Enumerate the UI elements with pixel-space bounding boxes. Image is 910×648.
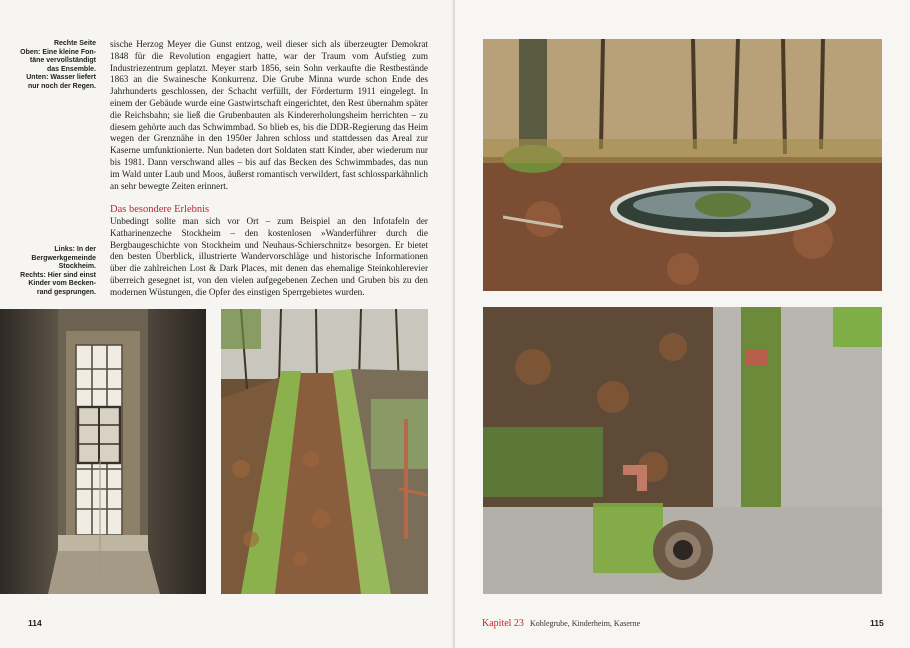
footer-title: Kohlegrube, Kinderheim, Kaserne: [529, 619, 641, 628]
caption-line: Stockheim.: [58, 263, 96, 271]
running-footer: [482, 618, 640, 629]
section-subheading: Das besondere Erlebnis: [110, 204, 210, 215]
caption-line: Rechts: Hier sind einst: [20, 271, 96, 279]
paragraph: sische Herzog Meyer die Gunst entzog, weil dieser sich als überzeugter Demokrat 1848 für die Revolution engagiert hatte, war der Traum vom Aufstieg zum Industriezentrum geplatzt. Meyer starb 1856, sein Sohn verkaufte die Restbestände 1863 an die Swainesche Konkurrenz. Die Grube Minna wurde schon Ende des Jahrhunderts geschlossen, der Schacht verfüllt, der Förderturm 1911 eingelegt. In einem der Gebäude wurde eine Gastwirtschaft eingerichtet, den Rest übernahm später die Reichsbahn; sie ließ die Grubenbauten als Kindererholungsheim herrichten – zu diesem gehörte auch das Schwimmbad. So blieb es, bis die DDR-Regierung das Heim wegen der Grenznähe in den 1950er Jahren schloss und stattdessen das Areal zur Kaserne umfunktionierte. Nun badeten dort Soldaten statt Kinder, aber wiederum nur bis 1981. Dann verschwand alles – bis auf das Becken des Schwimmbades, das nun im Wald unter Laub und Moos, äußerst romantisch verwildert, fast schlossparkähnlich an sehr bewegte Zeiten erinnert.: [110, 39, 428, 191]
caption-line: das Ensemble.: [46, 65, 96, 73]
caption-top: [8, 40, 96, 92]
photo-fountain-forest: [483, 39, 882, 291]
caption-line: rand gesprungen.: [36, 288, 96, 296]
body-paragraph-2: [110, 216, 428, 299]
caption-line: Kinder vom Becken-: [28, 280, 96, 288]
caption-line: täne vervollständigt: [29, 57, 96, 65]
paragraph: Unbedingt sollte man sich vor Ort – zum Beispiel an den Infotafeln der Katharinenzeche Stockheim – den kostenlosen »Wanderführer durch die Bergbaugeschichte von Stockheim und Neuhaus-Schierschnitz« besorgen. Er bietet den besten Überblick, illustrierte Wandervorschläge und historische Informationen über die zahlreichen Lost & Dark Places, mit denen das ehemalige Steinkohlerevier überreich gesegnet ist, von den vielen aufgegebenen Zechen und Gruben bis zu den modernen Wüstungen, die Opfer des einstigen Sperrgebietes wurden.: [110, 216, 428, 297]
photo-window: [0, 309, 206, 594]
caption-heading: Rechte Seite: [53, 40, 96, 47]
right-page: [455, 0, 910, 648]
photo-pool-pipes: [483, 307, 882, 594]
footer-chapter: Kapitel 23: [482, 618, 524, 629]
caption-line: Oben: Eine kleine Fon-: [20, 48, 96, 56]
caption-line: nur noch der Regen.: [27, 82, 96, 90]
page-number-left: 114: [28, 618, 42, 628]
caption-line: Unten: Wasser liefert: [26, 74, 96, 82]
body-paragraph-1: [110, 39, 428, 192]
caption-line: Bergwerkgemeinde: [31, 254, 96, 262]
caption-line: Links: In der: [54, 246, 96, 253]
caption-bottom: [8, 246, 96, 298]
photo-pool-leaves: [221, 309, 428, 594]
page-number-right: 115: [870, 618, 884, 628]
